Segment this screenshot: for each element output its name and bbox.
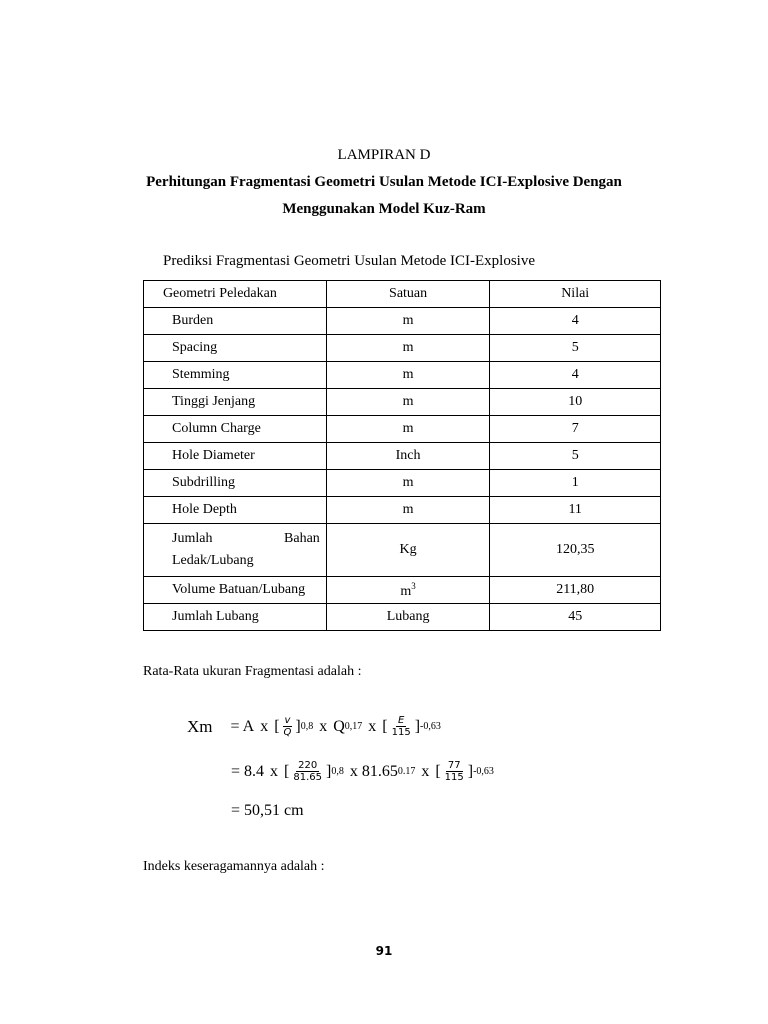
- fraction-numerator: 220: [298, 760, 318, 771]
- variable-q: Q: [333, 717, 345, 735]
- table-row: [144, 308, 661, 335]
- table-row: [144, 497, 661, 524]
- row-name: Hole Depth: [144, 497, 327, 524]
- row-unit: Kg: [326, 524, 490, 577]
- row-value: 4: [490, 308, 661, 335]
- times-symbol: x: [260, 717, 269, 735]
- row-name-part-2: Bahan: [284, 531, 320, 546]
- row-name: Hole Diameter: [144, 443, 327, 470]
- fraction-numerator: 77: [447, 760, 461, 771]
- row-name: Burden: [144, 308, 327, 335]
- bracket-open: [: [284, 762, 290, 780]
- table-row: [144, 577, 661, 604]
- fraction-77-over-115: [443, 760, 466, 783]
- bracket-open: [: [274, 717, 280, 735]
- row-name: Volume Batuan/Lubang: [144, 577, 327, 604]
- bracket-close: ]: [414, 717, 421, 735]
- document-title-line-2: Menggunakan Model Kuz-Ram: [282, 201, 486, 217]
- row-unit: Inch: [326, 443, 490, 470]
- formula-eq: = 8.4: [231, 762, 265, 780]
- bracket-close: ]: [295, 717, 301, 735]
- row-unit: m: [326, 416, 490, 443]
- table-row: [144, 524, 661, 577]
- fraction-e-over-115: [390, 715, 413, 738]
- document-title-line-1: Perhitungan Fragmentasi Geometri Usulan Metode ICI-Explosive Dengan: [146, 174, 622, 190]
- table-row: [144, 362, 661, 389]
- row-unit: m: [326, 470, 490, 497]
- row-value: 7: [490, 416, 661, 443]
- fraction-denominator: 115: [391, 727, 411, 738]
- bracket-close: ]: [326, 762, 332, 780]
- row-name: Subdrilling: [144, 470, 327, 497]
- times-symbol: x: [421, 762, 430, 780]
- row-name: Column Charge: [144, 416, 327, 443]
- formula-line-1: [187, 715, 441, 738]
- exponent: -0,63: [420, 721, 441, 732]
- header-geometri: Geometri Peledakan: [144, 281, 327, 308]
- row-unit: m: [326, 362, 490, 389]
- geometry-table: [143, 280, 661, 631]
- table-row: [144, 604, 661, 631]
- exponent: 0,8: [331, 766, 344, 777]
- formula-eq: = A: [230, 717, 255, 735]
- fraction-denominator: 115: [444, 772, 464, 783]
- formula-line-2: [231, 760, 494, 783]
- times-symbol: x: [319, 717, 328, 735]
- fraction-numerator: v: [284, 715, 291, 726]
- row-value: 45: [490, 604, 661, 631]
- table-header-row: [144, 281, 661, 308]
- row-value: 4: [490, 362, 661, 389]
- exponent: 0,8: [300, 721, 314, 732]
- bracket-open: [: [382, 717, 388, 735]
- exponent: 0.17: [397, 766, 416, 777]
- unit-base: m: [400, 583, 412, 599]
- fraction-denominator: Q: [283, 727, 292, 738]
- row-unit: [326, 577, 490, 604]
- row-unit: m: [326, 497, 490, 524]
- row-unit: Lubang: [326, 604, 490, 631]
- table-row: [144, 416, 661, 443]
- table-row: [144, 389, 661, 416]
- table-caption: Prediksi Fragmentasi Geometri Usulan Metode ICI-Explosive: [163, 253, 536, 269]
- page-number: 91: [375, 944, 393, 958]
- row-value: 1: [490, 470, 661, 497]
- fraction-220-over-81-65: [291, 760, 324, 783]
- row-name: Tinggi Jenjang: [144, 389, 327, 416]
- row-name-part-3: Ledak/Lubang: [172, 553, 254, 568]
- header-satuan: Satuan: [326, 281, 490, 308]
- fragmentation-intro: Rata-Rata ukuran Fragmentasi adalah :: [143, 664, 362, 679]
- bracket-close: ]: [467, 762, 474, 780]
- row-name: [144, 524, 327, 577]
- row-value: 5: [490, 335, 661, 362]
- table-row: [144, 470, 661, 497]
- exponent: 0,17: [344, 721, 363, 732]
- table-row: [144, 443, 661, 470]
- formula-result: = 50,51 cm: [231, 802, 304, 819]
- row-value: 11: [490, 497, 661, 524]
- times-symbol: x: [368, 717, 377, 735]
- fraction-v-over-q: [282, 715, 294, 738]
- row-unit: m: [326, 308, 490, 335]
- row-name-part-1: Jumlah: [172, 531, 213, 546]
- exponent: -0,63: [473, 766, 494, 777]
- formula-mid-term: x 81.65: [349, 762, 398, 780]
- row-value: 10: [490, 389, 661, 416]
- fraction-numerator: E: [398, 715, 405, 726]
- row-value: 120,35: [490, 524, 661, 577]
- row-name: Spacing: [144, 335, 327, 362]
- row-unit: m: [326, 335, 490, 362]
- appendix-label: LAMPIRAN D: [337, 147, 431, 163]
- unit-superscript: 3: [411, 580, 416, 591]
- times-symbol: x: [270, 762, 279, 780]
- uniformity-intro: Indeks keseragamannya adalah :: [143, 859, 325, 874]
- row-value: 5: [490, 443, 661, 470]
- row-unit: m: [326, 389, 490, 416]
- row-name: Stemming: [144, 362, 327, 389]
- row-name: Jumlah Lubang: [144, 604, 327, 631]
- table-row: [144, 335, 661, 362]
- row-value: 211,80: [490, 577, 661, 604]
- bracket-open: [: [435, 762, 441, 780]
- fraction-denominator: 81.65: [293, 772, 322, 783]
- formula-lhs: Xm: [187, 716, 213, 736]
- header-nilai: Nilai: [490, 281, 661, 308]
